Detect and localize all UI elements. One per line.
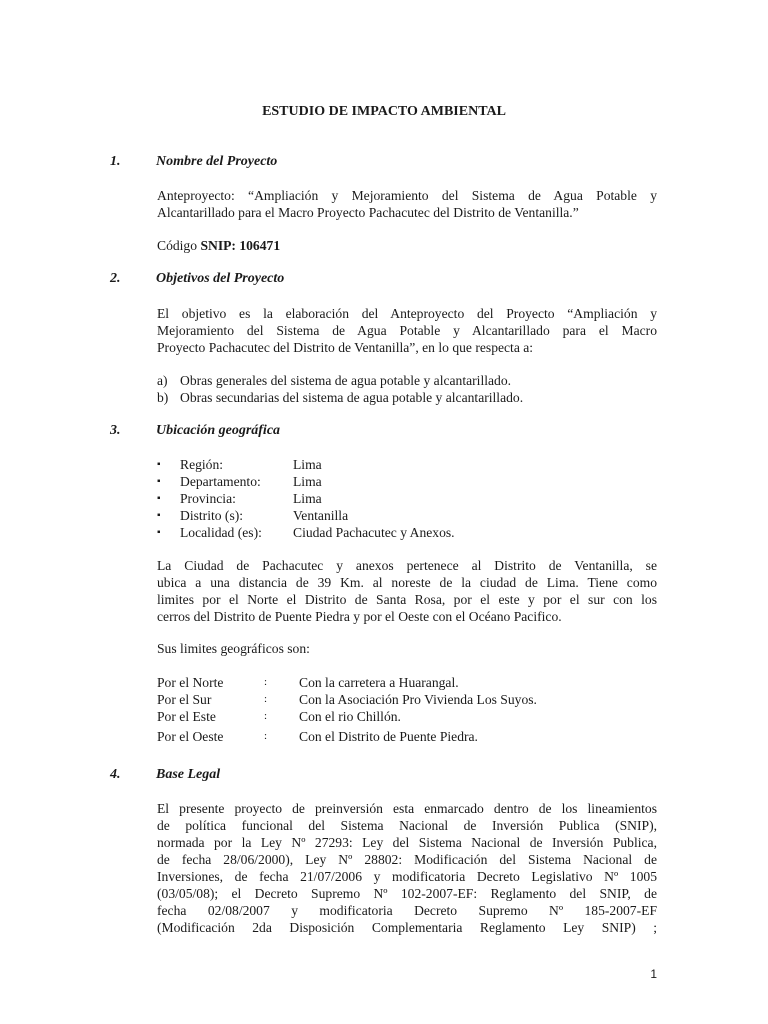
- objectives-list: [157, 372, 657, 406]
- limits-intro: Sus limites geográficos son:: [157, 641, 310, 656]
- list-item-text: Obras secundarias del sistema de agua potable y alcantarillado.: [180, 390, 524, 405]
- limit-key: Por el Sur: [157, 692, 212, 707]
- location-row-province: [157, 490, 657, 507]
- limit-key: Por el Oeste: [157, 729, 224, 744]
- limit-separator: :: [264, 710, 268, 722]
- paragraph-line: fecha 02/08/2007 y modificatoria Decreto Supremo Nº 185-2007-EF: [157, 903, 657, 918]
- limit-value: Con la carretera a Huarangal.: [299, 675, 459, 690]
- paragraph-line: de política funcional del Sistema Nacional de Inversión Publica (SNIP),: [157, 818, 657, 833]
- section-title: Nombre del Proyecto: [156, 154, 278, 169]
- list-item-text: Obras generales del sistema de agua potable y alcantarillado.: [180, 373, 512, 388]
- location-value: Ventanilla: [293, 508, 349, 523]
- paragraph-line: (Modificación 2da Disposición Complementaria Reglamento Ley SNIP) ;: [157, 920, 657, 935]
- location-value: Lima: [293, 474, 322, 489]
- section-1-heading: [110, 153, 277, 170]
- snip-code-label: Código: [157, 238, 198, 253]
- section-4-heading: [110, 766, 220, 783]
- limit-separator: :: [264, 676, 268, 688]
- section-title: Objetivos del Proyecto: [156, 271, 285, 286]
- limit-row-south: [157, 691, 657, 708]
- limit-value: Con el rio Chillón.: [299, 709, 401, 724]
- location-key: Distrito (s):: [180, 508, 244, 523]
- location-row-district: [157, 507, 657, 524]
- legal-basis-paragraph: [157, 800, 657, 936]
- list-item: [157, 372, 657, 389]
- section-number: 3.: [110, 423, 121, 438]
- bullet-icon: ▪: [157, 510, 161, 521]
- section-number: 4.: [110, 767, 121, 782]
- location-row-department: [157, 473, 657, 490]
- limit-row-west: [157, 728, 657, 745]
- location-key: Región:: [180, 457, 224, 472]
- location-row-locality: [157, 524, 657, 541]
- location-value: Ciudad Pachacutec y Anexos.: [293, 525, 455, 540]
- paragraph-line: (03/05/08); el Decreto Supremo Nº 102-2007-EF: Reglamento del SNIP, de: [157, 886, 657, 901]
- paragraph-line: Inversiones, de fecha 21/07/2006 y modificatoria Decreto Legislativo Nº 1005: [157, 869, 657, 884]
- location-key: Provincia:: [180, 491, 236, 506]
- project-name-paragraph: [157, 187, 657, 221]
- paragraph-line: normada por la Ley Nº 27293: Ley del Sistema Nacional de Inversión Publica,: [157, 835, 657, 850]
- bullet-icon: ▪: [157, 459, 161, 470]
- location-paragraph: [157, 557, 657, 625]
- objectives-paragraph: [157, 305, 657, 356]
- paragraph-line: cerros del Distrito de Puente Piedra y por el Oeste con el Océano Pacifico.: [157, 609, 562, 624]
- list-item: [157, 389, 657, 406]
- location-bullets: [157, 456, 657, 541]
- bullet-icon: ▪: [157, 527, 161, 538]
- location-value: Lima: [293, 457, 322, 472]
- page-number: 1: [650, 967, 657, 981]
- snip-code-value: SNIP: 106471: [200, 238, 281, 253]
- limit-value: Con el Distrito de Puente Piedra.: [299, 729, 478, 744]
- limit-row-north: [157, 674, 657, 691]
- paragraph-line: de fecha 28/06/2000), Ley Nº 28802: Modificación del Sistema Nacional de: [157, 852, 657, 867]
- location-key: Localidad (es):: [180, 525, 262, 540]
- section-title: Ubicación geográfica: [156, 423, 281, 438]
- list-marker: a): [157, 373, 168, 388]
- list-marker: b): [157, 390, 169, 405]
- document-title: ESTUDIO DE IMPACTO AMBIENTAL: [262, 104, 506, 119]
- limit-key: Por el Norte: [157, 675, 224, 690]
- location-row-region: [157, 456, 657, 473]
- section-title: Base Legal: [156, 767, 221, 782]
- section-3-heading: [110, 422, 280, 439]
- paragraph-line: Alcantarillado para el Macro Proyecto Pachacutec del Distrito de Ventanilla.”: [157, 205, 579, 220]
- section-number: 2.: [110, 271, 121, 286]
- limit-key: Por el Este: [157, 709, 216, 724]
- paragraph-line: Anteproyecto: “Ampliación y Mejoramiento del Sistema de Agua Potable y: [157, 188, 657, 203]
- paragraph-line: ubica a una distancia de 39 Km. al noreste de la ciudad de Lima. Tiene como: [157, 575, 657, 590]
- location-key: Departamento:: [180, 474, 261, 489]
- bullet-icon: ▪: [157, 493, 161, 504]
- bullet-icon: ▪: [157, 476, 161, 487]
- limit-separator: :: [264, 693, 268, 705]
- paragraph-line: Mejoramiento del Sistema de Agua Potable y Alcantarillado para el Macro: [157, 323, 657, 338]
- paragraph-line: El presente proyecto de preinversión esta enmarcado dentro de los lineamientos: [157, 801, 657, 816]
- paragraph-line: El objetivo es la elaboración del Anteproyecto del Proyecto “Ampliación y: [157, 306, 657, 321]
- paragraph-line: La Ciudad de Pachacutec y anexos pertenece al Distrito de Ventanilla, se: [157, 558, 657, 573]
- limit-value: Con la Asociación Pro Vivienda Los Suyos.: [299, 692, 537, 707]
- limit-row-east: [157, 708, 657, 725]
- paragraph-line: limites por el Norte el Distrito de Santa Rosa, por el este y por el sur con los: [157, 592, 657, 607]
- limits-table: [157, 674, 657, 745]
- paragraph-line: Proyecto Pachacutec del Distrito de Ventanilla”, en lo que respecta a:: [157, 340, 534, 355]
- section-2-heading: [110, 270, 284, 287]
- limit-separator: :: [264, 730, 268, 742]
- snip-code: [157, 237, 657, 254]
- location-value: Lima: [293, 491, 322, 506]
- section-number: 1.: [110, 154, 121, 169]
